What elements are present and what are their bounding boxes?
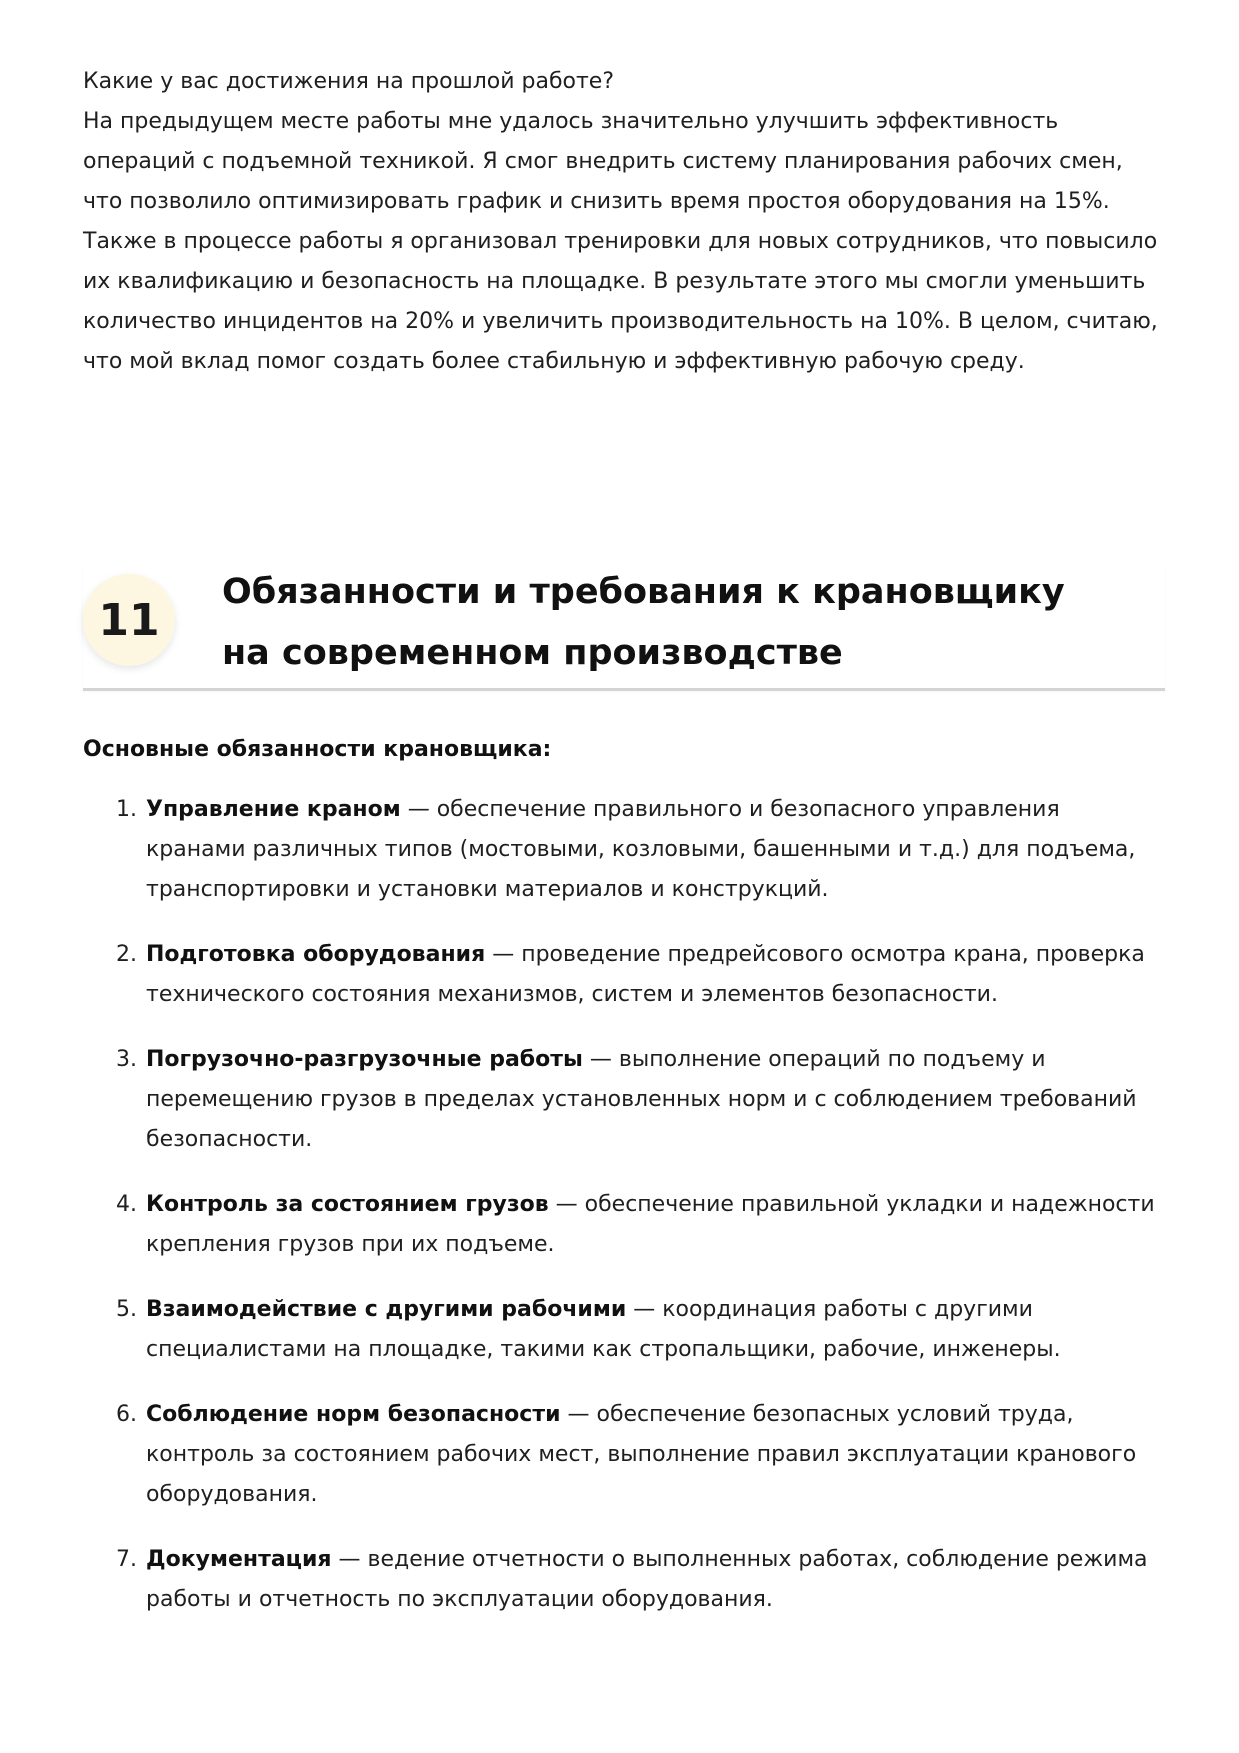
list-item-number: 2.: [116, 942, 137, 967]
list-item: [83, 935, 1165, 1015]
list-item-term: Соблюдение норм безопасности: [146, 1402, 561, 1427]
list-item: [83, 1540, 1165, 1620]
list-item: [83, 1185, 1165, 1265]
list-item-description: — обеспечение безопасных условий труда, контроль за состоянием рабочих мест, выполнение правил эксплуатации кранового оборудования.: [146, 1402, 1137, 1507]
list-item-term: Управление краном: [146, 797, 401, 822]
document-page: [83, 62, 1165, 1612]
section-title: Обязанности и требования к крановщику на современном производстве: [222, 572, 1065, 673]
list-item: [83, 1040, 1165, 1160]
list-item-term: Документация: [146, 1547, 332, 1572]
list-item-number: 7.: [116, 1547, 137, 1572]
section-header: [83, 562, 1165, 691]
list-item-number: 4.: [116, 1192, 137, 1217]
list-item-description: — выполнение операций по подъему и перемещению грузов в пределах установленных норм и с соблюдением требований безопасности.: [146, 1047, 1137, 1152]
list-item-number: 3.: [116, 1047, 137, 1072]
list-item-term: Контроль за состоянием грузов: [146, 1192, 549, 1217]
list-item: [83, 1290, 1165, 1370]
list-item-description: — координация работы с другими специалистами на площадке, такими как стропальщики, рабочие, инженеры.: [146, 1297, 1061, 1362]
list-item: [83, 1395, 1165, 1515]
section-number-badge: 11: [83, 574, 175, 666]
list-item: [83, 790, 1165, 910]
list-item-term: Взаимодействие с другими рабочими: [146, 1297, 627, 1322]
list-item-description: — обеспечение правильного и безопасного управления кранами различных типов (мостовыми, козловыми, башенными и т.д.) для подъема, транспортировки и установки материалов и конструкций.: [146, 797, 1136, 902]
list-item-number: 5.: [116, 1297, 137, 1322]
duties-heading: Основные обязанности крановщика:: [83, 737, 552, 762]
list-item-term: Подготовка оборудования: [146, 942, 486, 967]
list-item-description: — обеспечение правильной укладки и надежности крепления грузов при их подъеме.: [146, 1192, 1155, 1257]
duties-block: [83, 730, 1165, 1645]
list-item-number: 1.: [116, 797, 137, 822]
interview-answer: На предыдущем месте работы мне удалось значительно улучшить эффективность операций с подъемной техникой. Я смог внедрить систему планирования рабочих смен, что позволило оптимизировать график и снизить время простоя оборудования на 15%. Также в процессе работы я организовал тренировки для новых сотрудников, что повысило их квалификацию и безопасность на площадке. В результате этого мы смогли уменьшить количество инцидентов на 20% и увеличить производительность на 10%. В целом, считаю, что мой вклад помог создать более стабильную и эффективную рабочую среду.: [83, 109, 1158, 374]
duties-list: [83, 790, 1165, 1620]
list-item-number: 6.: [116, 1402, 137, 1427]
interview-question: Какие у вас достижения на прошлой работе?: [83, 69, 615, 94]
list-item-description: — проведение предрейсового осмотра крана, проверка технического состояния механизмов, систем и элементов безопасности.: [146, 942, 1145, 1007]
list-item-description: — ведение отчетности о выполненных работах, соблюдение режима работы и отчетность по эксплуатации оборудования.: [146, 1547, 1148, 1612]
list-item-term: Погрузочно-разгрузочные работы: [146, 1047, 583, 1072]
